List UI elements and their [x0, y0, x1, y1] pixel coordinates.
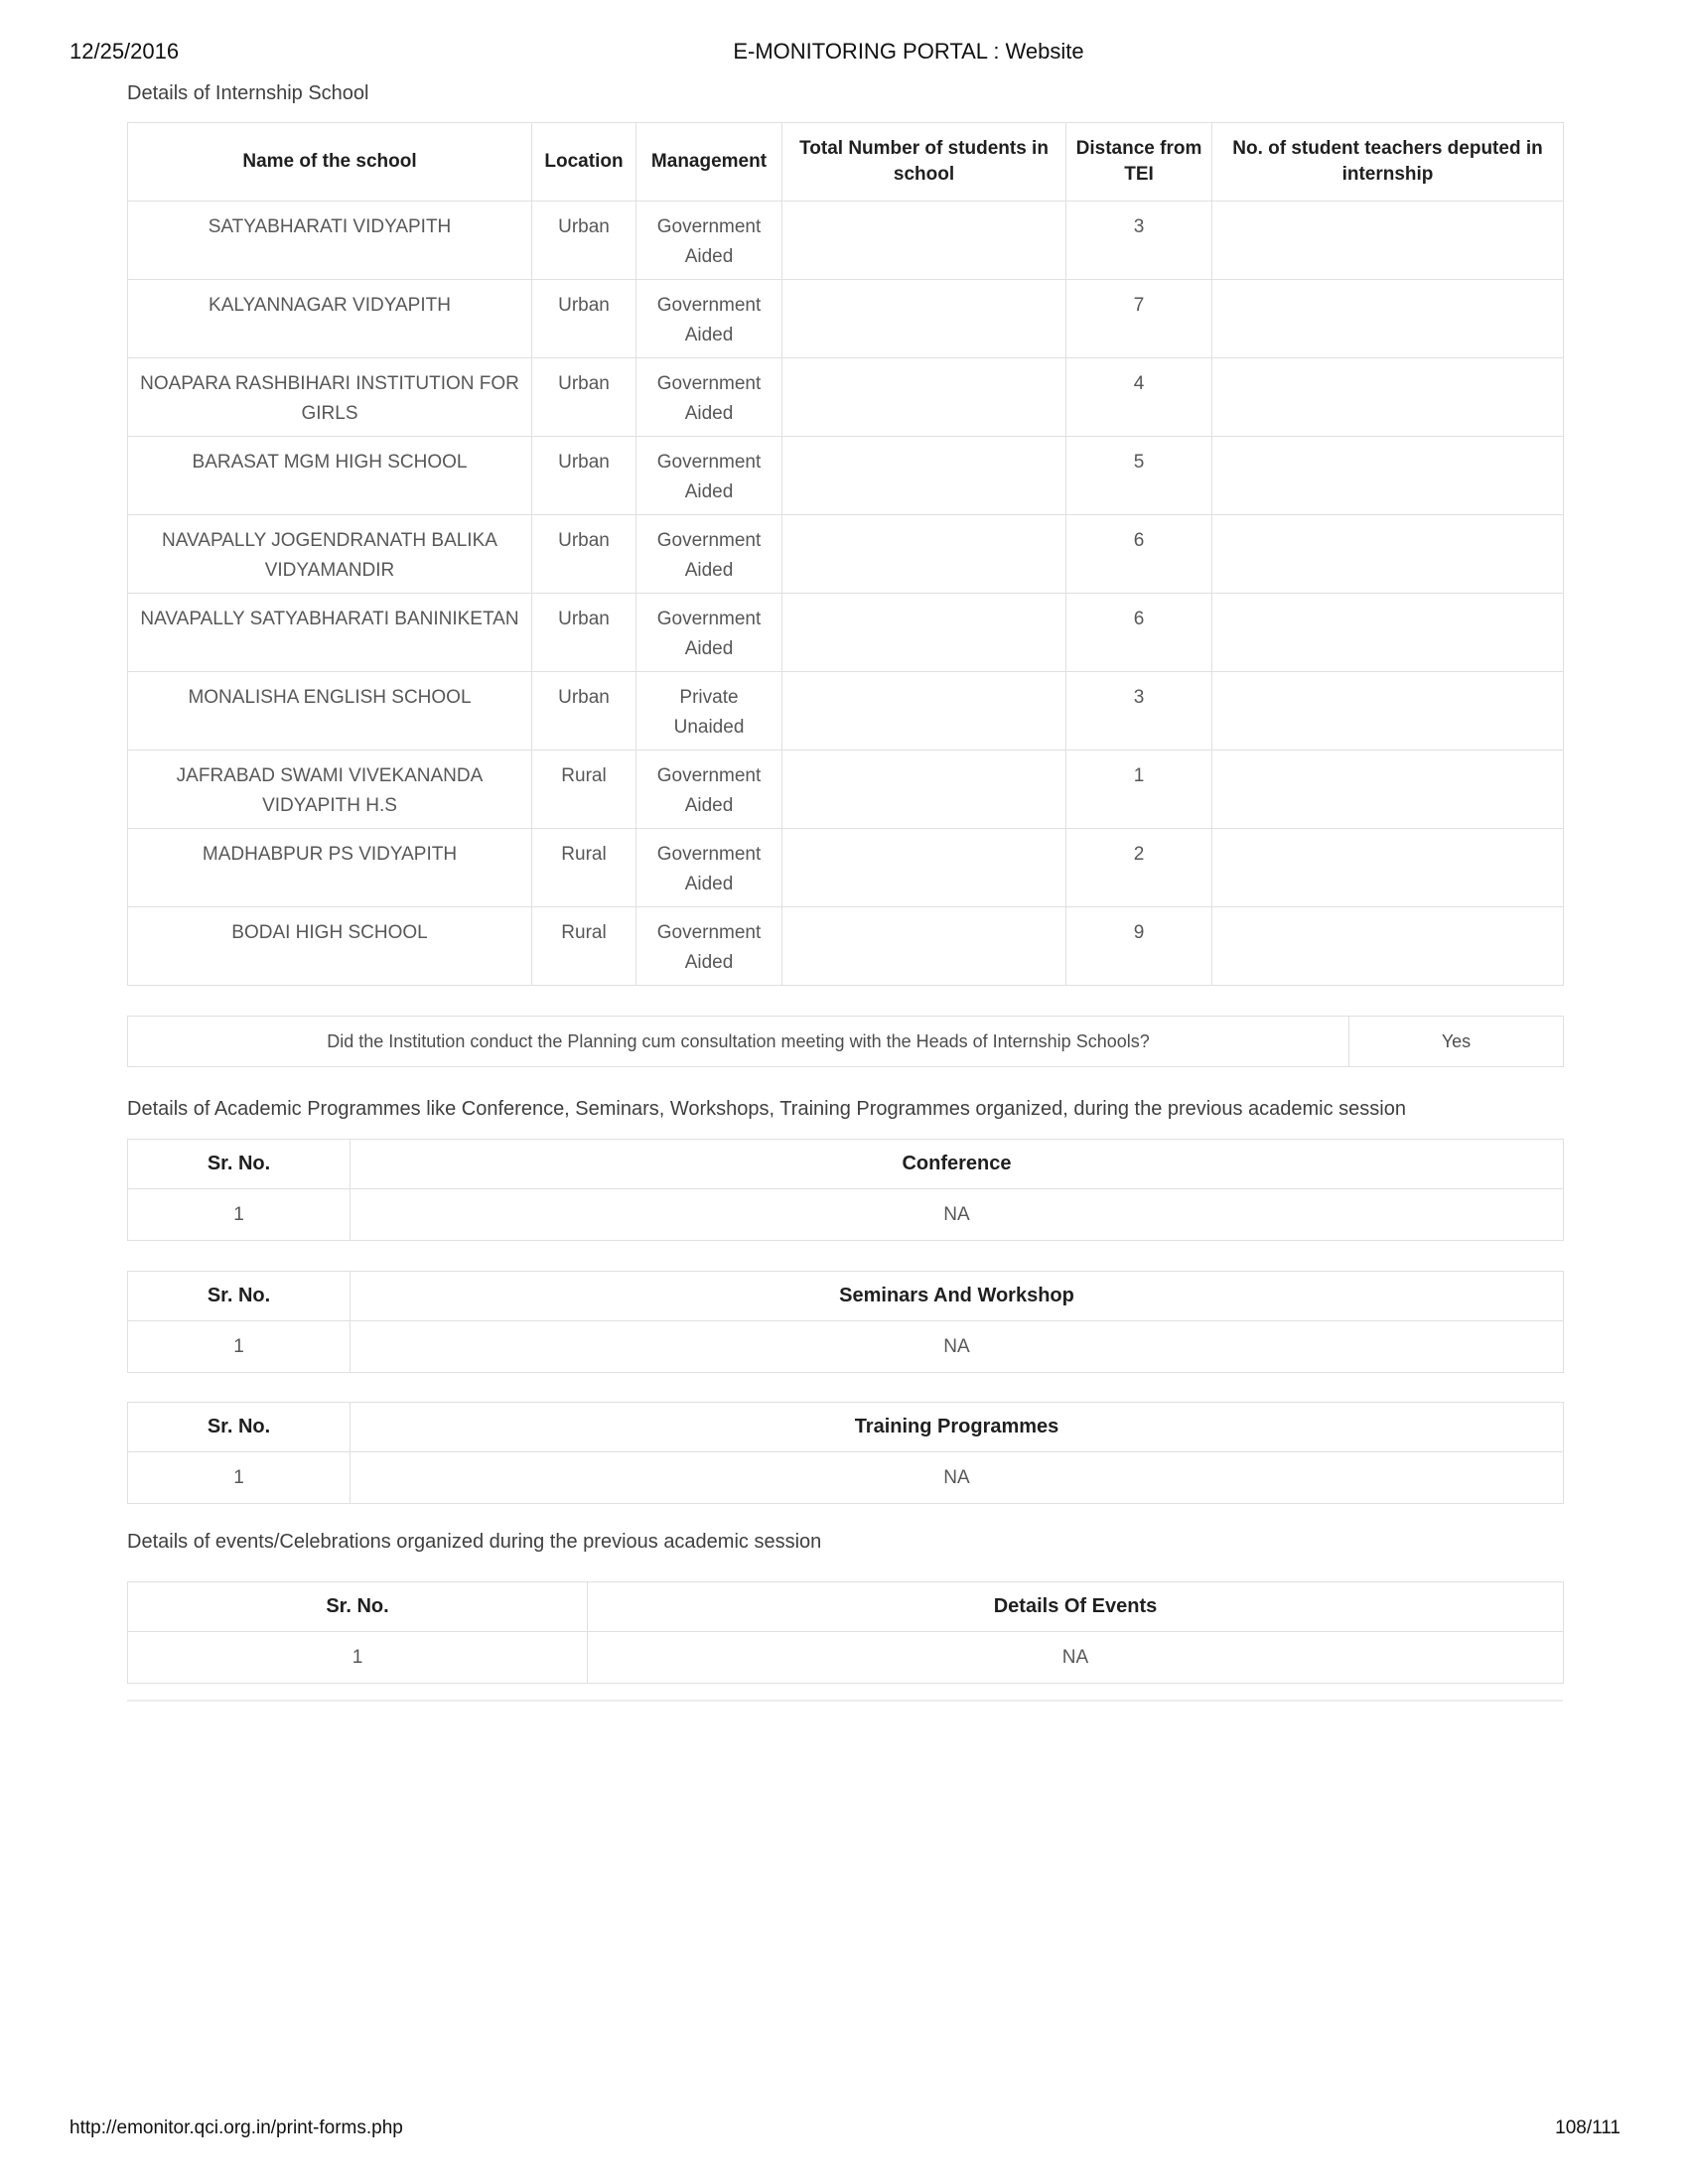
table-cell: Government Aided — [636, 907, 782, 986]
table-cell — [782, 202, 1066, 280]
planning-meeting-answer: Yes — [1349, 1017, 1564, 1067]
table-row — [128, 1321, 1564, 1373]
table-cell: Government Aided — [636, 515, 782, 594]
conference-table — [127, 1139, 1564, 1241]
table-cell: Urban — [532, 280, 636, 358]
table-cell: 9 — [1066, 907, 1212, 986]
seminars-workshop-table — [127, 1271, 1564, 1373]
table-cell — [782, 437, 1066, 515]
table-cell: Urban — [532, 594, 636, 672]
table-cell — [1212, 515, 1564, 594]
table-row — [128, 1632, 1564, 1684]
table-cell: 1 — [128, 1321, 351, 1373]
table-cell — [782, 280, 1066, 358]
table-cell: Rural — [532, 751, 636, 829]
table-cell — [1212, 202, 1564, 280]
column-header: Location — [532, 123, 636, 202]
header-row — [128, 1140, 1564, 1189]
table-row — [128, 1189, 1564, 1241]
table-cell: 3 — [1066, 672, 1212, 751]
table-cell: Private Unaided — [636, 672, 782, 751]
table-cell — [782, 907, 1066, 986]
table-row — [128, 907, 1564, 986]
column-header: Details Of Events — [588, 1582, 1564, 1632]
table-cell — [782, 751, 1066, 829]
table-row — [128, 672, 1564, 751]
column-header: Management — [636, 123, 782, 202]
table-cell — [782, 515, 1066, 594]
table-cell — [782, 594, 1066, 672]
header-row — [128, 123, 1564, 202]
table-cell — [1212, 358, 1564, 437]
table-row — [128, 280, 1564, 358]
planning-meeting-question: Did the Institution conduct the Planning cum consultation meeting with the Heads of Internship Schools? — [128, 1017, 1349, 1067]
events-table — [127, 1581, 1564, 1684]
section-heading-internship-schools: Details of Internship School — [127, 82, 369, 104]
table-cell: BODAI HIGH SCHOOL — [128, 907, 532, 986]
table-cell: Government Aided — [636, 751, 782, 829]
table-cell: Urban — [532, 672, 636, 751]
table-cell: 1 — [128, 1452, 351, 1504]
table-cell: MONALISHA ENGLISH SCHOOL — [128, 672, 532, 751]
internship-schools-table — [127, 122, 1564, 986]
table-cell: 1 — [128, 1632, 588, 1684]
table-cell: Urban — [532, 515, 636, 594]
table-cell: Government Aided — [636, 437, 782, 515]
table-row — [128, 437, 1564, 515]
table-cell: Government Aided — [636, 358, 782, 437]
table-cell — [1212, 672, 1564, 751]
column-header: Name of the school — [128, 123, 532, 202]
column-header: Sr. No. — [128, 1403, 351, 1452]
footer-url: http://emonitor.qci.org.in/print-forms.php — [70, 2117, 403, 2138]
table-cell: NA — [351, 1321, 1564, 1373]
column-header: Sr. No. — [128, 1582, 588, 1632]
table-cell: Rural — [532, 829, 636, 907]
table-cell: 2 — [1066, 829, 1212, 907]
table-cell: BARASAT MGM HIGH SCHOOL — [128, 437, 532, 515]
table-row — [128, 751, 1564, 829]
table-cell — [1212, 594, 1564, 672]
table-cell: 7 — [1066, 280, 1212, 358]
table-cell: 6 — [1066, 594, 1212, 672]
table-cell — [782, 829, 1066, 907]
table-row — [128, 1452, 1564, 1504]
section-heading-events: Details of events/Celebrations organized during the previous academic session — [127, 1531, 822, 1553]
table-cell — [1212, 437, 1564, 515]
table-cell — [1212, 829, 1564, 907]
table-cell — [782, 358, 1066, 437]
header-row — [128, 1272, 1564, 1321]
table-row — [128, 515, 1564, 594]
column-header: Sr. No. — [128, 1272, 351, 1321]
table-cell: Government Aided — [636, 594, 782, 672]
column-header: Sr. No. — [128, 1140, 351, 1189]
table-cell: KALYANNAGAR VIDYAPITH — [128, 280, 532, 358]
column-header: Seminars And Workshop — [351, 1272, 1564, 1321]
table-cell: NA — [351, 1189, 1564, 1241]
table-row — [128, 358, 1564, 437]
table-cell: Government Aided — [636, 280, 782, 358]
table-cell — [1212, 907, 1564, 986]
table-cell: NA — [588, 1632, 1564, 1684]
table-cell: NAVAPALLY JOGENDRANATH BALIKA VIDYAMANDIR — [128, 515, 532, 594]
column-header: Total Number of students in school — [782, 123, 1066, 202]
page-title: E-MONITORING PORTAL : Website — [733, 39, 1084, 64]
table-cell: Urban — [532, 202, 636, 280]
header-row — [128, 1403, 1564, 1452]
table-cell: NA — [351, 1452, 1564, 1504]
table-cell: NAVAPALLY SATYABHARATI BANINIKETAN — [128, 594, 532, 672]
table-cell: SATYABHARATI VIDYAPITH — [128, 202, 532, 280]
table-row — [128, 202, 1564, 280]
table-cell: 4 — [1066, 358, 1212, 437]
section-heading-academic-programmes: Details of Academic Programmes like Conference, Seminars, Workshops, Training Programmes organized, during the previous academic session — [127, 1098, 1406, 1120]
column-header: Distance from TEI — [1066, 123, 1212, 202]
column-header: No. of student teachers deputed in internship — [1212, 123, 1564, 202]
table-cell: 1 — [128, 1189, 351, 1241]
bottom-divider — [127, 1700, 1563, 1702]
table-cell — [782, 672, 1066, 751]
header-row — [128, 1582, 1564, 1632]
table-cell — [1212, 751, 1564, 829]
table-cell: 1 — [1066, 751, 1212, 829]
table-cell: Government Aided — [636, 829, 782, 907]
table-cell: Government Aided — [636, 202, 782, 280]
table-cell: Rural — [532, 907, 636, 986]
table-cell: 5 — [1066, 437, 1212, 515]
table-cell — [1212, 280, 1564, 358]
planning-meeting-table — [127, 1016, 1564, 1067]
table-cell: 3 — [1066, 202, 1212, 280]
table-cell: MADHABPUR PS VIDYAPITH — [128, 829, 532, 907]
table-cell: Urban — [532, 358, 636, 437]
footer-page-number: 108/111 — [1555, 2117, 1620, 2138]
column-header: Conference — [351, 1140, 1564, 1189]
table-cell: Urban — [532, 437, 636, 515]
table-cell: NOAPARA RASHBIHARI INSTITUTION FOR GIRLS — [128, 358, 532, 437]
table-cell: JAFRABAD SWAMI VIVEKANANDA VIDYAPITH H.S — [128, 751, 532, 829]
print-date: 12/25/2016 — [70, 39, 180, 64]
training-programmes-table — [127, 1402, 1564, 1504]
column-header: Training Programmes — [351, 1403, 1564, 1452]
table-row — [128, 1017, 1564, 1067]
table-cell: 6 — [1066, 515, 1212, 594]
table-row — [128, 594, 1564, 672]
table-row — [128, 829, 1564, 907]
